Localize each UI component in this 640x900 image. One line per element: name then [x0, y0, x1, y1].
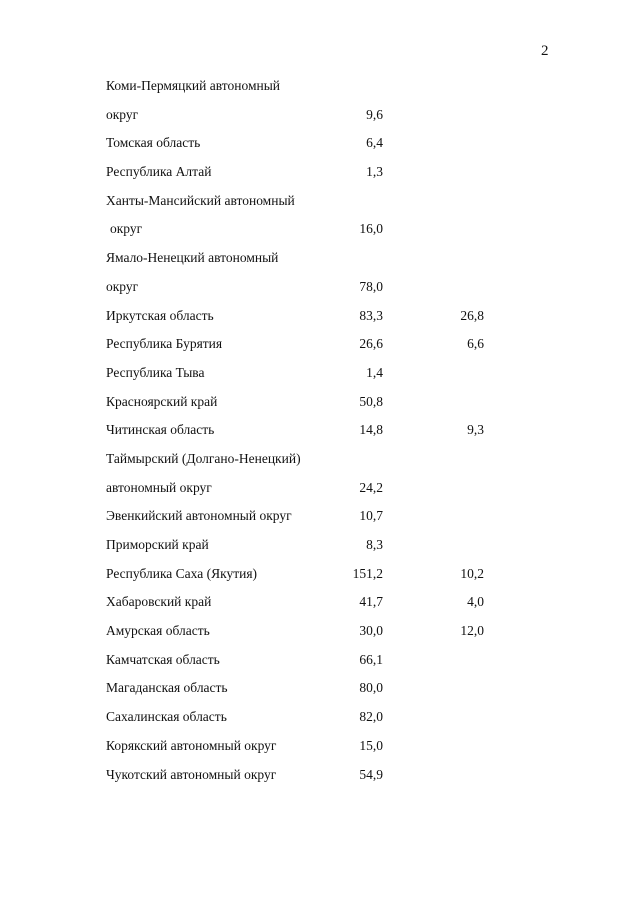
region-label: Республика Тыва [106, 364, 205, 380]
table-row [106, 617, 546, 646]
table-row [106, 244, 546, 273]
region-label: Томская область [106, 135, 201, 151]
table-row [106, 588, 546, 617]
value-column-2: 6,6 [467, 336, 484, 352]
value-column-1: 41,7 [359, 594, 383, 610]
value-column-1: 15,0 [359, 737, 383, 753]
value-column-1: 8,3 [366, 537, 383, 552]
table-row [106, 129, 546, 158]
region-label: Республика Алтай [106, 164, 212, 180]
region-values-table [106, 72, 546, 789]
table-row [106, 732, 546, 761]
table-row [106, 388, 546, 417]
table-row [106, 101, 546, 130]
value-column-1: 151,2 [352, 565, 383, 581]
value-column-1: 30,0 [359, 623, 383, 639]
value-column-1: 14,8 [359, 422, 383, 438]
region-label: Магаданская область [106, 680, 228, 696]
region-label: автономный округ [106, 479, 212, 495]
region-label: Коми-Пермяцкий автономный [106, 78, 281, 93]
table-row [106, 761, 546, 790]
region-label: Республика Бурятия [106, 336, 223, 352]
value-column-1: 78,0 [359, 278, 383, 294]
region-label: Корякский автономный округ [106, 737, 277, 753]
value-column-1: 83,3 [359, 307, 383, 323]
region-label: округ [106, 278, 139, 294]
value-column-1: 50,8 [359, 393, 383, 409]
value-column-1: 24,2 [359, 479, 383, 495]
value-column-1: 80,0 [359, 680, 383, 696]
table-row [106, 445, 546, 474]
table-row [106, 416, 546, 445]
value-column-1: 16,0 [359, 221, 383, 237]
table-row [106, 330, 546, 359]
page-number: 2 [541, 43, 549, 59]
table-row [106, 158, 546, 187]
value-column-2: 9,3 [467, 422, 484, 438]
region-label: Чукотский автономный округ [106, 766, 277, 782]
table-row [106, 72, 546, 101]
region-label: Приморский край [106, 537, 209, 552]
region-label: Сахалинская область [106, 709, 227, 725]
table-row [106, 703, 546, 732]
value-column-2: 4,0 [467, 594, 484, 610]
table-row [106, 531, 546, 560]
region-label: Читинская область [106, 422, 215, 438]
table-row [106, 674, 546, 703]
table-row [106, 215, 546, 244]
region-label: Республика Саха (Якутия) [106, 565, 258, 581]
table-row [106, 187, 546, 216]
value-column-2: 10,2 [460, 565, 484, 581]
value-column-1: 6,4 [366, 135, 383, 151]
value-column-1: 9,6 [366, 106, 383, 122]
region-label: Иркутская область [106, 307, 214, 323]
value-column-1: 1,4 [366, 364, 383, 380]
region-label: Ямало-Ненецкий автономный [106, 250, 279, 266]
region-label: Таймырский (Долгано-Ненецкий) [106, 450, 301, 466]
value-column-1: 54,9 [359, 766, 383, 782]
table-row [106, 359, 546, 388]
value-column-1: 1,3 [366, 164, 383, 180]
table-row [106, 646, 546, 675]
region-label: Камчатская область [106, 651, 220, 667]
table-row [106, 560, 546, 589]
value-column-2: 26,8 [460, 307, 484, 323]
value-column-2: 12,0 [460, 623, 484, 639]
region-label: округ [106, 106, 139, 122]
region-label: Ханты-Мансийский автономный [106, 192, 295, 208]
table-row [106, 302, 546, 331]
value-column-1: 26,6 [359, 336, 383, 352]
region-label: округ [110, 221, 143, 237]
region-label: Красноярский край [106, 393, 218, 409]
table-row [106, 273, 546, 302]
region-label: Амурская область [106, 623, 210, 639]
region-label: Хабаровский край [106, 594, 212, 610]
value-column-1: 82,0 [359, 709, 383, 725]
table-row [106, 502, 546, 531]
value-column-1: 66,1 [359, 651, 383, 667]
table-row [106, 474, 546, 503]
value-column-1: 10,7 [359, 508, 383, 524]
region-label: Эвенкийский автономный округ [106, 508, 292, 524]
